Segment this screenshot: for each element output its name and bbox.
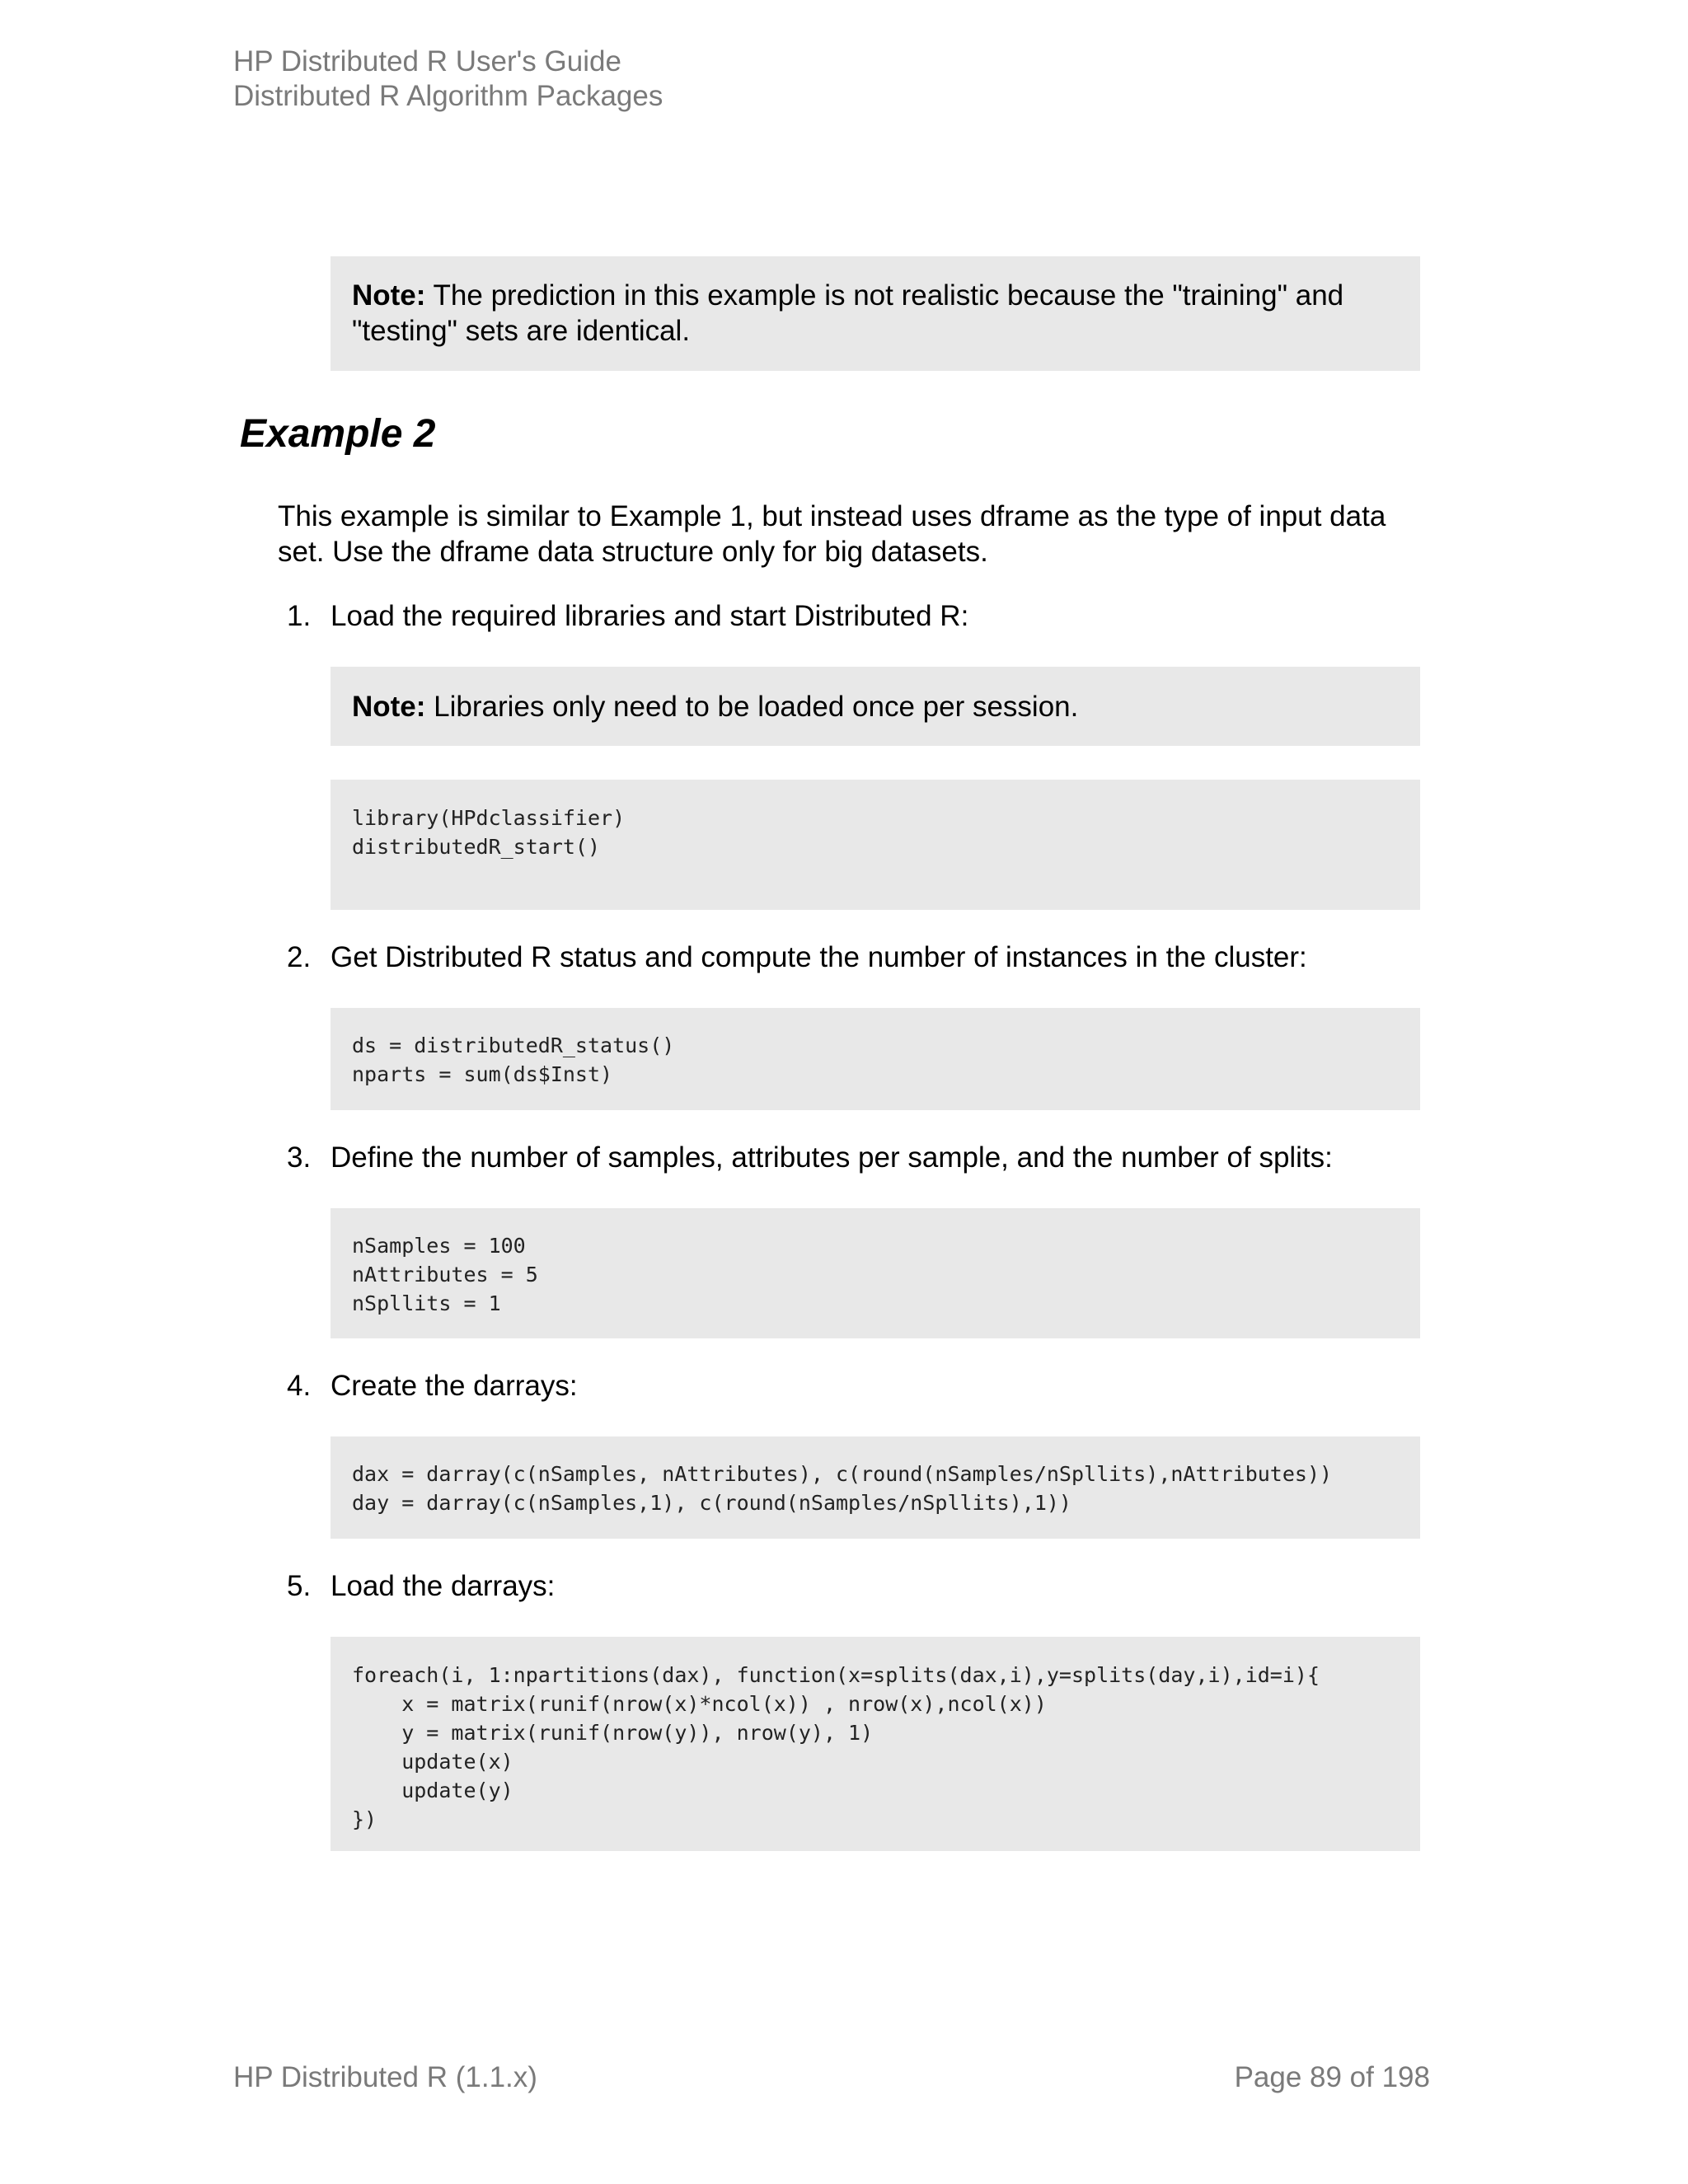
- step-number: 4.: [287, 1370, 312, 1402]
- step-number: 3.: [287, 1141, 312, 1174]
- note-text: Libraries only need to be loaded once per session.: [425, 691, 1079, 723]
- step-1: [287, 598, 968, 634]
- footer-product: HP Distributed R (1.1.x): [233, 2061, 537, 2093]
- step-text: Create the darrays:: [331, 1370, 578, 1402]
- running-header: [233, 45, 663, 114]
- step-text: Load the darrays:: [331, 1570, 556, 1602]
- note-label: Note:: [352, 279, 426, 312]
- code-block-status: ds = distributedR_status() nparts = sum(ds$Inst): [331, 1008, 1420, 1110]
- note-libraries: [331, 667, 1420, 746]
- note-text: The prediction in this example is not realistic because the "training" and "testing" sets are identical.: [352, 279, 1344, 347]
- section-heading: Example 2: [240, 412, 436, 456]
- note-prediction: [331, 256, 1420, 371]
- footer-page-number: Page 89 of 198: [1234, 2061, 1430, 2093]
- code-block-darrays: dax = darray(c(nSamples, nAttributes), c(round(nSamples/nSpllits),nAttributes)) day = darray(c(nSamples,1), c(round(nSamples/nSpllits),1)): [331, 1436, 1420, 1539]
- step-text: Get Distributed R status and compute the number of instances in the cluster:: [331, 941, 1307, 973]
- intro-paragraph: This example is similar to Example 1, but instead uses dframe as the type of input data set. Use the dframe data structure only for big datasets.: [278, 500, 1386, 568]
- step-5: [287, 1568, 555, 1604]
- step-number: 1.: [287, 600, 312, 632]
- step-text: Define the number of samples, attributes per sample, and the number of splits:: [331, 1141, 1333, 1174]
- step-number: 2.: [287, 941, 312, 973]
- code-block-start: library(HPdclassifier) distributedR_start(): [331, 780, 1420, 910]
- note-label: Note:: [352, 691, 426, 723]
- step-number: 5.: [287, 1570, 312, 1602]
- header-guide-title: HP Distributed R User's Guide: [233, 45, 621, 77]
- step-4: [287, 1368, 578, 1404]
- step-2: [287, 940, 1307, 975]
- step-3: [287, 1140, 1333, 1175]
- code-block-load: foreach(i, 1:npartitions(dax), function(x=splits(dax,i),y=splits(day,i),id=i){ x = matrix(runif(nrow(x)*ncol(x)) , nrow(x),ncol(x)) y = matrix(runif(nrow(y)), nrow(y), 1) update(x) update(y) }): [331, 1637, 1420, 1851]
- code-block-samples: nSamples = 100 nAttributes = 5 nSpllits = 1: [331, 1208, 1420, 1338]
- header-chapter-title: Distributed R Algorithm Packages: [233, 80, 663, 112]
- step-text: Load the required libraries and start Distributed R:: [331, 600, 969, 632]
